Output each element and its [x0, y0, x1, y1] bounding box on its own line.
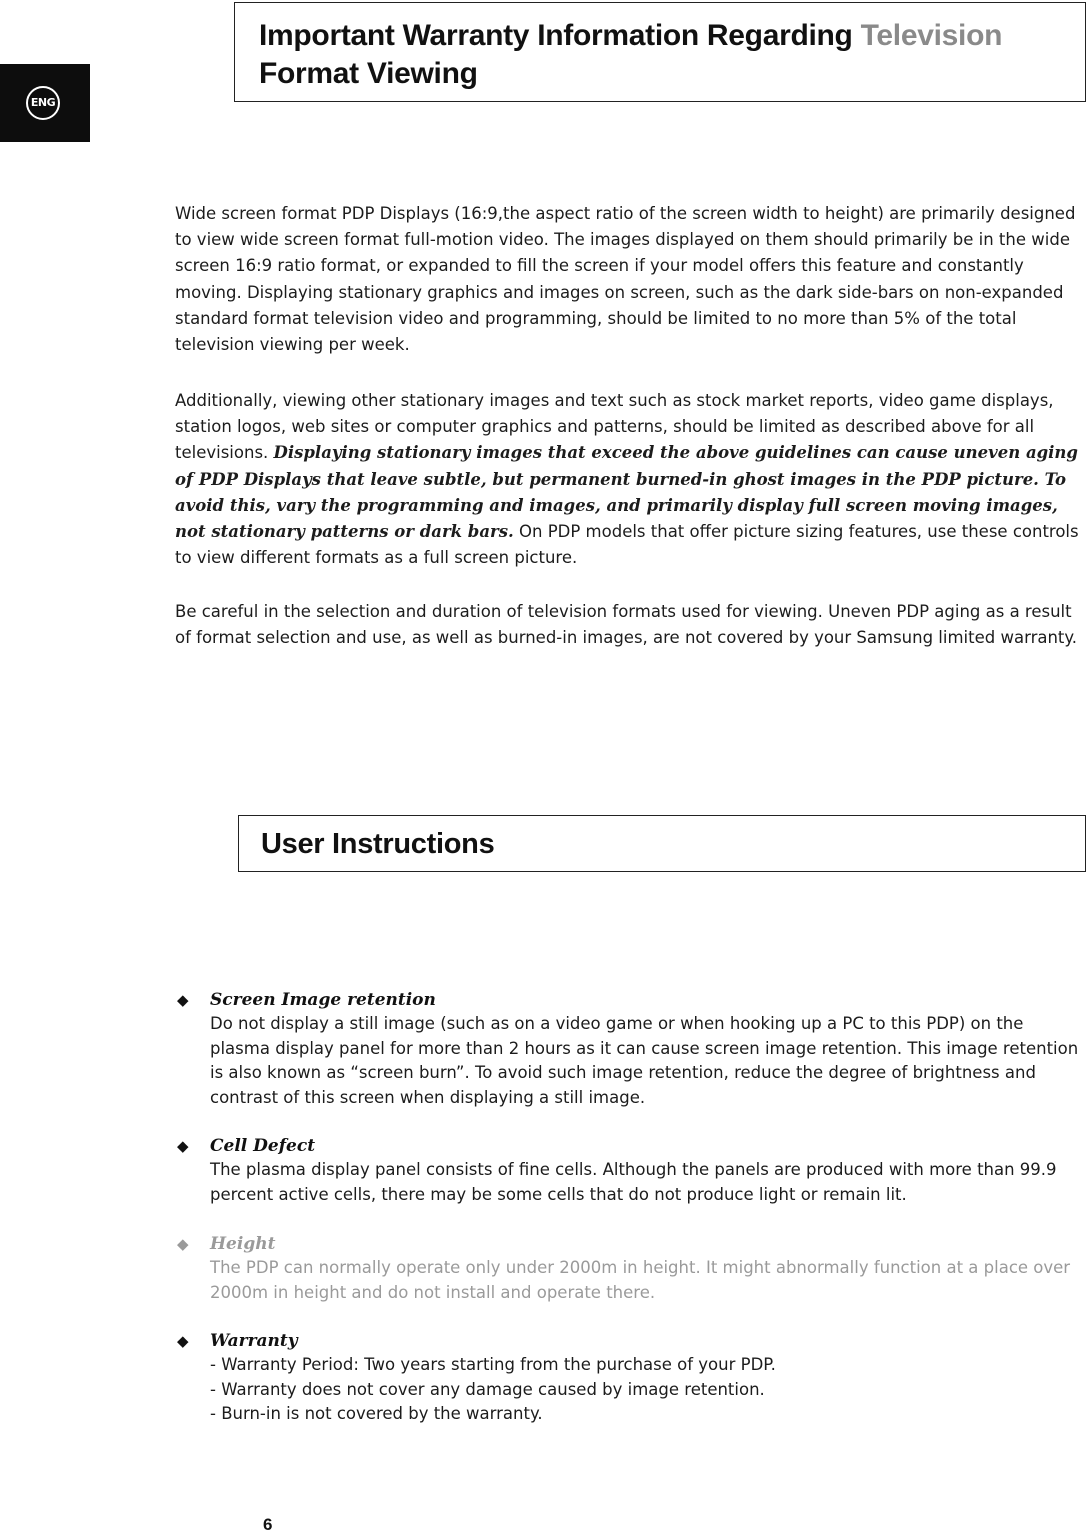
instruction-body: [210, 1353, 1080, 1427]
user-instructions-title: User Instructions: [261, 828, 495, 860]
instruction-line: The PDP can normally operate only under 2000m in height. It might abnormally function at a place over 2000m in height and do not install and operate there.: [210, 1258, 1071, 1302]
page-number: 6: [263, 1515, 273, 1534]
instruction-line: Do not display a still image (such as on a video game or when hooking up a PC to this PDP) on the plasma display panel for more than 2 hours as it can cause screen image retention. This image retention is also known as “screen burn”. To avoid such image retention, reduce the degree of brightness and contrast of this screen when displaying a still image.: [210, 1014, 1079, 1107]
diamond-bullet-icon: ◆: [177, 1138, 189, 1155]
warranty-header-box: [234, 2, 1086, 102]
warranty-title-prefix: Important Warranty Information Regarding: [259, 19, 861, 52]
instruction-title: Height: [210, 1234, 276, 1254]
paragraph-2-start: Additionally, viewing other stationary images and text such as stock market reports, video game displays, station logos, web sites or computer graphics and patterns, should be limited as described above for all televisions.: [175, 391, 1054, 463]
eng-badge: ENG: [26, 86, 60, 120]
paragraph-2-end: On PDP models that offer picture sizing features, use these controls to view different formats as a full screen picture.: [175, 522, 1079, 568]
diamond-bullet-icon: ◆: [177, 1236, 189, 1253]
instruction-title: Cell Defect: [210, 1136, 316, 1156]
warranty-paragraph-3: Be careful in the selection and duration of television formats used for viewing. Uneven PDP aging as a result of format selection and use, as well as burned-in images, are not covered by your Samsung limited warranty.: [175, 602, 1078, 648]
warranty-title-faded: Television: [860, 19, 1003, 52]
language-tab: [0, 64, 90, 142]
instruction-body: [210, 1158, 1080, 1207]
instruction-line: - Warranty does not cover any damage caused by image retention.: [210, 1379, 765, 1399]
instruction-line: - Burn-in is not covered by the warranty.: [210, 1404, 543, 1423]
warranty-paragraph-1: Wide screen format PDP Displays (16:9,the aspect ratio of the screen width to height) are primarily designed to view wide screen format full-motion video. The images displayed on them should primarily be in the wide screen 16:9 ratio format, or expanded to fill the screen if your model offers this feature and constantly moving. Displaying stationary graphics and images on screen, such as the dark side-bars on non-expanded standard format television video and programming, should be limited to no more than 5% of the total television viewing per week.: [175, 204, 1076, 355]
paragraph-2-emphasis: Displaying stationary images that exceed the above guidelines can cause uneven aging of PDP Displays that leave subtle, but permanent burned-in ghost images in the PDP picture. To avoid this, vary the programming and images, and primarily display full screen moving images, not stationary patterns or dark bars.: [175, 443, 1078, 542]
instruction-line: The plasma display panel consists of fine cells. Although the panels are produced with more than 99.9 percent active cells, there may be some cells that do not produce light or remain lit.: [210, 1160, 1057, 1204]
diamond-bullet-icon: ◆: [177, 992, 189, 1009]
instruction-body: [210, 1256, 1080, 1305]
instruction-line: - Warranty Period: Two years starting from the purchase of your PDP.: [210, 1355, 776, 1374]
instruction-body: [210, 1012, 1080, 1110]
instruction-title: Warranty: [210, 1331, 298, 1351]
warranty-title: [259, 17, 1002, 93]
warranty-title-line2: Format Viewing: [259, 57, 478, 90]
user-instructions-header-box: [238, 815, 1086, 872]
instruction-title: Screen Image retention: [210, 990, 436, 1010]
warranty-paragraph-2: [175, 388, 1085, 571]
diamond-bullet-icon: ◆: [177, 1333, 189, 1350]
